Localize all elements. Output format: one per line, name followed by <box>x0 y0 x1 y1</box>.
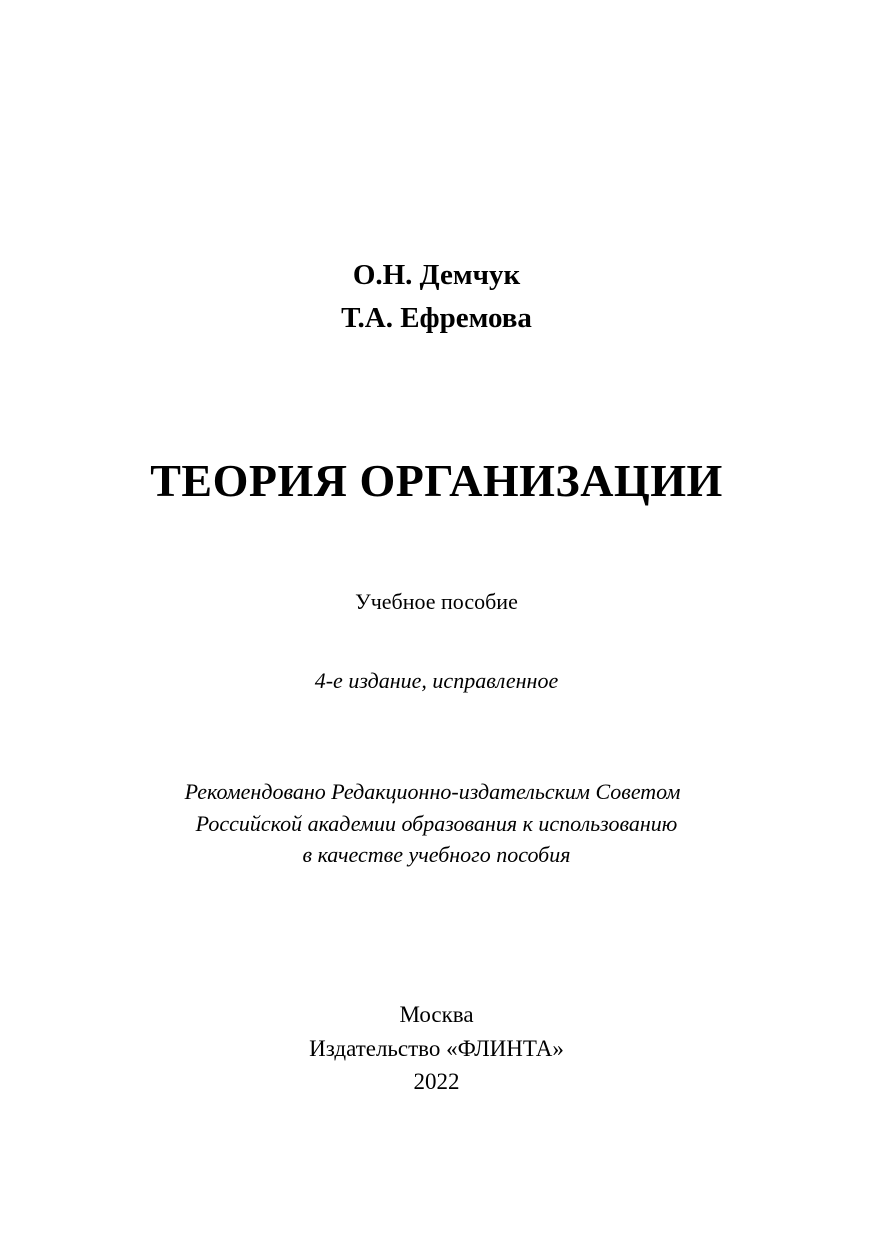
author-1: О.Н. Демчук <box>352 259 521 291</box>
author-2: Т.А. Ефремова <box>341 302 532 334</box>
book-subtitle: Учебное пособие <box>355 589 518 614</box>
recommendation-line-2: Российской академии образования к использованию <box>195 811 678 836</box>
recommendation-line-1: Рекомендовано Редакционно-издательским Советом <box>184 779 681 804</box>
edition-note: 4-е издание, исправленное <box>314 668 559 693</box>
imprint-year: 2022 <box>413 1069 460 1094</box>
book-title: ТЕОРИЯ ОРГАНИЗАЦИИ <box>150 455 723 506</box>
recommendation-line-3: в качестве учебного пособия <box>302 842 571 867</box>
imprint-city: Москва <box>399 1002 474 1027</box>
imprint-publisher: Издательство «ФЛИНТА» <box>309 1036 564 1061</box>
